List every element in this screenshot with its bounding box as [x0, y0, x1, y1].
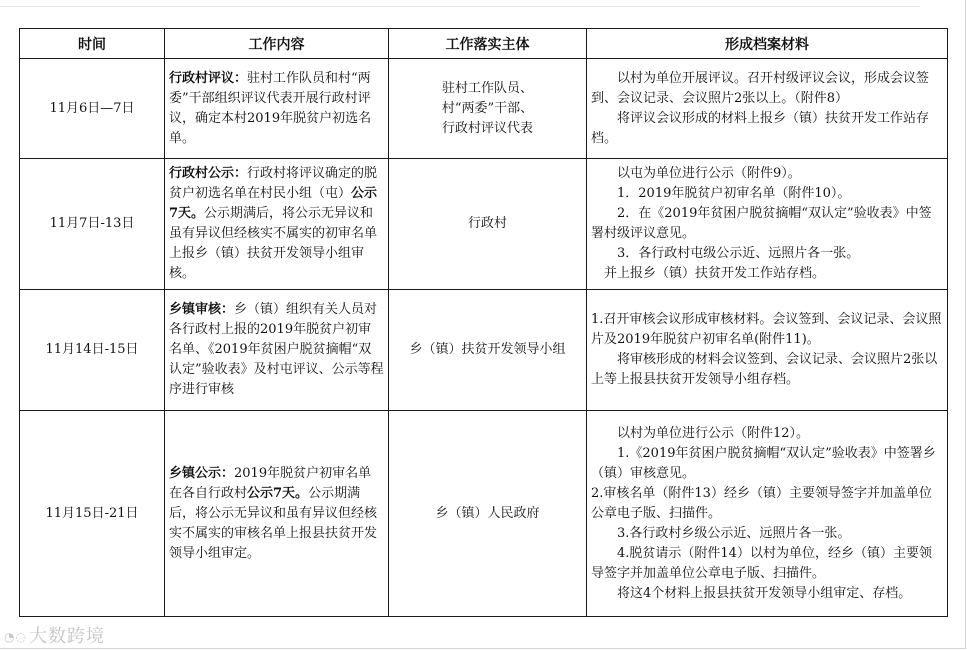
table-row	[20, 290, 948, 411]
row-subject	[389, 411, 587, 617]
watermark	[4, 622, 105, 648]
doc-line: 将评议会议形成的材料上报乡（镇）扶贫开发工作站存档。	[591, 110, 930, 146]
doc-line: 4.脱贫请示（附件14）以村为单位，经乡（镇）主要领导签字并加盖单位公章电子版、扫描件。	[591, 545, 932, 581]
doc-line: 以村为单位开展评议。召开村级评议会议，形成会议签到、会议记录、会议照片2张以上。（附件8）	[591, 70, 930, 106]
doc-line: 并上报乡（镇）扶贫开发工作站存档。	[604, 266, 826, 281]
subject-line: 驻村工作队员、	[441, 80, 533, 96]
row-content-body: 公示期满后，将公示无异议和虽有异议但经核实不属实的审核名单上报县扶贫开发领导小组审定。	[169, 485, 378, 561]
row-content-title: 乡镇审核：	[169, 302, 235, 317]
doc-line: 1．2019年脱贫户初审名单（附件10）。	[617, 186, 851, 201]
subject-line: 行政村	[467, 216, 507, 231]
row-content-title: 行政村公示：	[169, 166, 248, 181]
doc-line: 3．各行政村屯级公示近、远照片各一张。	[617, 246, 860, 261]
row-content-body: 2019年脱贫户初审名单在各自行政村	[169, 465, 372, 501]
row-docs	[587, 290, 948, 411]
row-content-body: 行政村将评议确定的脱贫户初选名单在村民小组（屯）	[169, 166, 378, 201]
row-subject	[389, 159, 587, 290]
table-header-row	[20, 29, 948, 59]
table-row	[20, 411, 948, 617]
schedule-table	[19, 28, 948, 617]
row-docs	[587, 159, 948, 290]
row-content-emphasis: 公示7天。	[169, 186, 378, 221]
row-time: 11月15日-21日	[20, 411, 165, 617]
doc-line: 1.召开审核会议形成审核材料。会议签到、会议记录、会议照片及2019年脱贫户初审名单(附件11)。	[591, 312, 942, 347]
row-content	[165, 59, 389, 159]
subject-line: 乡（镇）人民政府	[435, 505, 540, 521]
row-content-title: 行政村评议：	[169, 70, 248, 86]
doc-line: 3.各行政村乡级公示近、远照片各一张。	[617, 525, 851, 541]
row-subject	[389, 290, 587, 411]
row-docs	[587, 411, 948, 617]
table-row	[20, 59, 948, 159]
row-time: 11月7日-13日	[20, 159, 165, 290]
doc-line: 2.审核名单（附件13）经乡（镇）主要领导签字并加盖单位公章电子版、扫描件。	[591, 485, 932, 521]
row-time: 11月14日-15日	[20, 290, 165, 411]
row-content	[165, 411, 389, 617]
logo-mark-icon: ◔◌	[4, 630, 27, 644]
doc-line: 以屯为单位进行公示（附件9）。	[617, 166, 801, 181]
header-time: 时间	[20, 29, 165, 59]
row-docs	[587, 59, 948, 159]
doc-line: 2．在《2019年贫困户脱贫摘帽“双认定”验收表》中签署村级评议意见。	[591, 206, 932, 241]
row-content-emphasis: 公示7天。	[247, 485, 309, 501]
row-time: 11月6日—7日	[20, 59, 165, 159]
table-row	[20, 159, 948, 290]
header-docs: 形成档案材料	[587, 29, 948, 59]
doc-line: 1.《2019年贫困户脱贫摘帽“双认定”验收表》中签署乡（镇）审核意见。	[591, 445, 936, 481]
row-content	[165, 159, 389, 290]
doc-line: 以村为单位进行公示（附件12）。	[617, 425, 810, 441]
row-content-body: 乡（镇）组织有关人员对各行政村上报的2019年脱贫户初审名单、《2019年贫困户脱贫摘帽“双认定”验收表》及村屯评议、公示等程序进行审核	[169, 302, 384, 397]
header-content: 工作内容	[165, 29, 389, 59]
header-subject: 工作落实主体	[389, 29, 587, 59]
doc-line: 将这4个材料上报县扶贫开发领导小组审定、存档。	[617, 585, 912, 601]
row-subject	[389, 59, 587, 159]
row-content	[165, 290, 389, 411]
subject-line: 行政村评议代表	[441, 120, 533, 136]
watermark-text: 大数跨境	[28, 626, 105, 647]
subject-line: 村“两委”干部、	[441, 100, 534, 116]
row-content-body: 驻村工作队员和村“两委”干部组织评议代表开展行政村评议，确定本村2019年脱贫户初选名单。	[169, 70, 372, 146]
row-content-title: 乡镇公示：	[169, 465, 235, 481]
row-content-body: 公示期满后，将公示无异议和虽有异议但经核实不属实的初审名单上报乡（镇）扶贫开发领导小组审核。	[169, 206, 378, 281]
subject-line: 乡（镇）扶贫开发领导小组	[409, 342, 566, 357]
doc-line: 将审核形成的材料会议签到、会议记录、会议照片2张以上等上报县扶贫开发领导小组存档。	[591, 352, 938, 387]
